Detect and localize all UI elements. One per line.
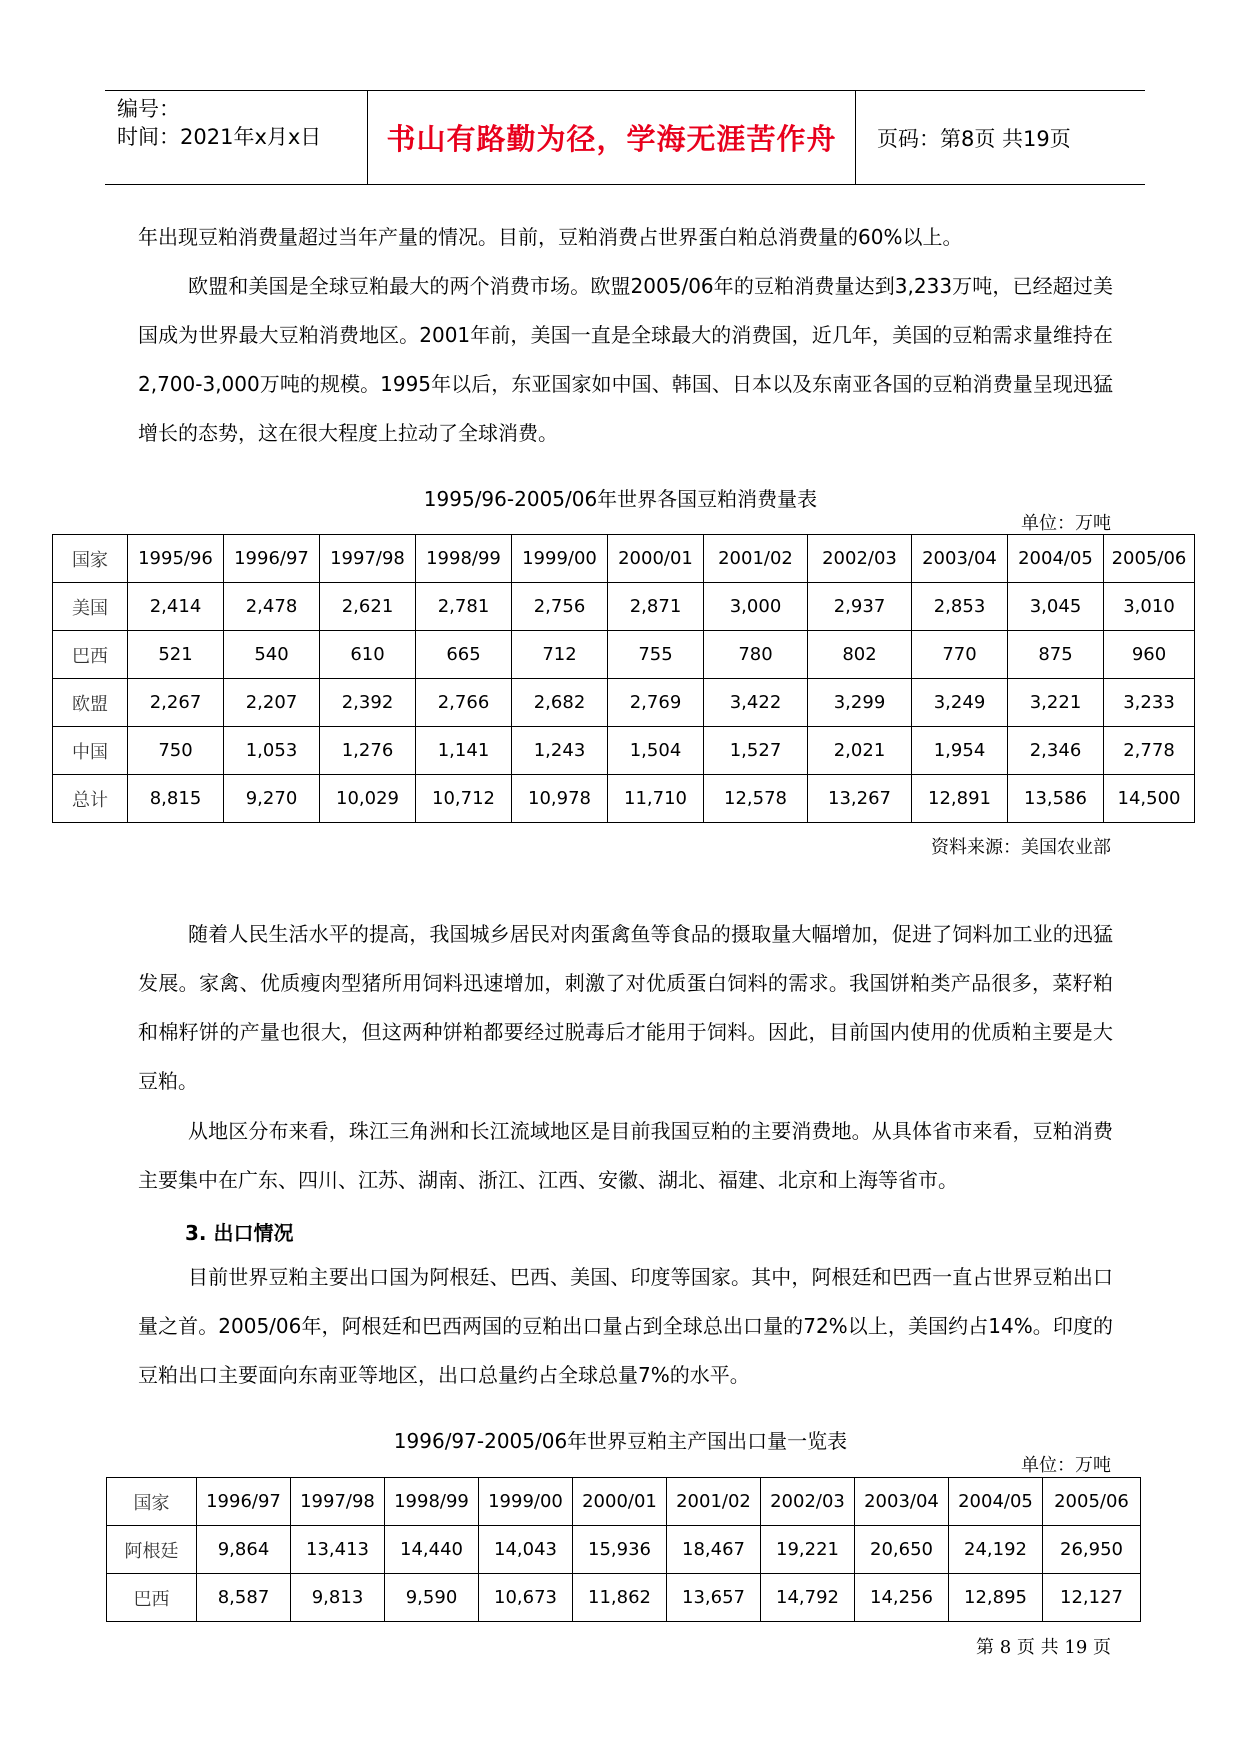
table-cell: 2,682: [512, 679, 608, 727]
table-cell: 10,029: [320, 775, 416, 823]
table-cell: 770: [912, 631, 1008, 679]
table-header-cell: 1998/99: [416, 535, 512, 583]
paragraph-4: 从地区分布来看，珠江三角洲和长江流域地区是目前我国豆粕的主要消费地。从具体省市来看，豆粕消费主要集中在广东、四川、江苏、湖南、浙江、江西、安徽、湖北、福建、北京和上海等省市。: [138, 1119, 1113, 1192]
table-cell: 20,650: [855, 1526, 949, 1574]
table-header-cell: 1996/97: [197, 1478, 291, 1526]
table-row-label: 欧盟: [53, 679, 128, 727]
table-row: [107, 1526, 1141, 1574]
page-footer: 第 8 页 共 19 页: [976, 1637, 1111, 1658]
table-cell: 13,657: [667, 1574, 761, 1622]
table-cell: 10,673: [479, 1574, 573, 1622]
table-cell: 802: [808, 631, 912, 679]
table-row-label: 中国: [53, 727, 128, 775]
table-row: [53, 679, 1195, 727]
table-row-label: 总计: [53, 775, 128, 823]
table-cell: 1,504: [608, 727, 704, 775]
table-header-cell: 2004/05: [949, 1478, 1043, 1526]
table-cell: 19,221: [761, 1526, 855, 1574]
table-cell: 3,299: [808, 679, 912, 727]
table-cell: 521: [128, 631, 224, 679]
table-cell: 11,862: [573, 1574, 667, 1622]
table-row-label: 巴西: [53, 631, 128, 679]
table-cell: 9,270: [224, 775, 320, 823]
table-cell: 3,010: [1104, 583, 1195, 631]
table-header-cell: 2005/06: [1104, 535, 1195, 583]
table-cell: 3,233: [1104, 679, 1195, 727]
table-cell: 2,392: [320, 679, 416, 727]
paragraph-5: 目前世界豆粕主要出口国为阿根廷、巴西、美国、印度等国家。其中，阿根廷和巴西一直占世界豆粕出口量之首。2005/06年，阿根廷和巴西两国的豆粕出口量占到全球总出口量的72%以上，美国约占14%。印度的豆粕出口主要面向东南亚等地区，出口总量约占全球总量7%的水平。: [138, 1265, 1113, 1387]
table-cell: 2,937: [808, 583, 912, 631]
table-header-cell: 国家: [107, 1478, 197, 1526]
table-cell: 8,587: [197, 1574, 291, 1622]
table-row: [53, 583, 1195, 631]
paragraph-1: 年出现豆粕消费量超过当年产量的情况。目前，豆粕消费占世界蛋白粕总消费量的60%以上。: [138, 225, 963, 249]
table-cell: 2,267: [128, 679, 224, 727]
table-header-cell: 2002/03: [761, 1478, 855, 1526]
table-row-label: 美国: [53, 583, 128, 631]
table-cell: 2,021: [808, 727, 912, 775]
document-number-label: 编号：: [117, 97, 180, 121]
table-header-cell: 1996/97: [224, 535, 320, 583]
table-cell: 14,043: [479, 1526, 573, 1574]
table-cell: 755: [608, 631, 704, 679]
table-header-cell: 2001/02: [704, 535, 808, 583]
table-cell: 12,578: [704, 775, 808, 823]
table-row-label: 阿根廷: [107, 1526, 197, 1574]
table-cell: 2,781: [416, 583, 512, 631]
table-cell: 13,586: [1008, 775, 1104, 823]
table2-caption: 1996/97-2005/06年世界豆粕主产国出口量一览表: [393, 1429, 848, 1453]
table-row: [53, 727, 1195, 775]
table-cell: 2,778: [1104, 727, 1195, 775]
table-cell: 12,127: [1043, 1574, 1141, 1622]
table-header-cell: 2001/02: [667, 1478, 761, 1526]
table-row: [53, 631, 1195, 679]
table-cell: 24,192: [949, 1526, 1043, 1574]
table-cell: 13,267: [808, 775, 912, 823]
table-header-cell: 2003/04: [855, 1478, 949, 1526]
table-header-cell: 1997/98: [320, 535, 416, 583]
table-cell: 3,045: [1008, 583, 1104, 631]
table-cell: 2,414: [128, 583, 224, 631]
table-header-cell: 2005/06: [1043, 1478, 1141, 1526]
table-header-cell: 国家: [53, 535, 128, 583]
table-header-cell: 2003/04: [912, 535, 1008, 583]
header-motto-cell: [368, 91, 856, 184]
table-cell: 9,590: [385, 1574, 479, 1622]
table-cell: 3,422: [704, 679, 808, 727]
table-cell: 712: [512, 631, 608, 679]
table2-unit: 单位：万吨: [1021, 1455, 1111, 1476]
paragraph-2: 欧盟和美国是全球豆粕最大的两个消费市场。欧盟2005/06年的豆粕消费量达到3,233万吨，已经超过美国成为世界最大豆粕消费地区。2001年前，美国一直是全球最大的消费国，近几年，美国的豆粕需求量维持在2,700-3,000万吨的规模。1995年以后，东亚国家如中国、韩国、日本以及东南亚各国的豆粕消费量呈现迅猛增长的态势，这在很大程度上拉动了全球消费。: [138, 274, 1113, 445]
table-cell: 10,712: [416, 775, 512, 823]
table-cell: 13,413: [291, 1526, 385, 1574]
table-cell: 18,467: [667, 1526, 761, 1574]
table1-unit: 单位：万吨: [1021, 513, 1111, 534]
table-cell: 750: [128, 727, 224, 775]
table-cell: 1,276: [320, 727, 416, 775]
section-heading-export: 3. 出口情况: [185, 1221, 294, 1245]
table-cell: 2,769: [608, 679, 704, 727]
table-cell: 2,871: [608, 583, 704, 631]
paragraph-3: 随着人民生活水平的提高，我国城乡居民对肉蛋禽鱼等食品的摄取量大幅增加，促进了饲料加工业的迅猛发展。家禽、优质瘦肉型猪所用饲料迅速增加，刺激了对优质蛋白饲料的需求。我国饼粕类产品很多，菜籽粕和棉籽饼的产量也很大，但这两种饼粕都要经过脱毒后才能用于饲料。因此，目前国内使用的优质粕主要是大豆粕。: [138, 922, 1113, 1093]
header-motto: 书山有路勤为径，学海无涯苦作舟: [386, 122, 837, 156]
table-header-row: [53, 535, 1195, 583]
table1-caption: 1995/96-2005/06年世界各国豆粕消费量表: [423, 487, 818, 511]
table-cell: 2,621: [320, 583, 416, 631]
table-cell: 540: [224, 631, 320, 679]
table-cell: 960: [1104, 631, 1195, 679]
table-cell: 11,710: [608, 775, 704, 823]
table-header-cell: 1995/96: [128, 535, 224, 583]
table-cell: 15,936: [573, 1526, 667, 1574]
table-header-cell: 2000/01: [608, 535, 704, 583]
table-cell: 2,853: [912, 583, 1008, 631]
table-cell: 1,053: [224, 727, 320, 775]
table-cell: 2,766: [416, 679, 512, 727]
table-cell: 3,000: [704, 583, 808, 631]
table-cell: 10,978: [512, 775, 608, 823]
table-cell: 26,950: [1043, 1526, 1141, 1574]
table-row-label: 巴西: [107, 1574, 197, 1622]
table-cell: 3,249: [912, 679, 1008, 727]
header-meta-cell: [105, 91, 368, 184]
table-cell: 2,346: [1008, 727, 1104, 775]
table-cell: 14,500: [1104, 775, 1195, 823]
table-cell: 1,954: [912, 727, 1008, 775]
table-cell: 8,815: [128, 775, 224, 823]
table-header-cell: 1998/99: [385, 1478, 479, 1526]
table-cell: 875: [1008, 631, 1104, 679]
table-cell: 1,141: [416, 727, 512, 775]
table-cell: 780: [704, 631, 808, 679]
table-cell: 610: [320, 631, 416, 679]
header-page-code: 页码：第8页 共19页: [877, 126, 1071, 151]
table-cell: 9,813: [291, 1574, 385, 1622]
table-cell: 2,478: [224, 583, 320, 631]
table-cell: 9,864: [197, 1526, 291, 1574]
table-header-row: [107, 1478, 1141, 1526]
table-cell: 665: [416, 631, 512, 679]
table-cell: 1,243: [512, 727, 608, 775]
table-header-cell: 2002/03: [808, 535, 912, 583]
table-header-cell: 1997/98: [291, 1478, 385, 1526]
document-time-label: 时间：2021年x月x日: [117, 125, 322, 149]
page-header: [105, 90, 1145, 185]
table1-source: 资料来源：美国农业部: [931, 837, 1111, 858]
table-cell: 12,891: [912, 775, 1008, 823]
table-cell: 1,527: [704, 727, 808, 775]
table-header-cell: 1999/00: [512, 535, 608, 583]
table-cell: 3,221: [1008, 679, 1104, 727]
table-row: [53, 775, 1195, 823]
table-cell: 14,792: [761, 1574, 855, 1622]
table-cell: 2,756: [512, 583, 608, 631]
table-header-cell: 1999/00: [479, 1478, 573, 1526]
header-page-cell: [857, 91, 1145, 184]
table-header-cell: 2000/01: [573, 1478, 667, 1526]
export-table: [106, 1477, 1141, 1622]
table-header-cell: 2004/05: [1008, 535, 1104, 583]
table-cell: 14,440: [385, 1526, 479, 1574]
table-cell: 14,256: [855, 1574, 949, 1622]
table-cell: 2,207: [224, 679, 320, 727]
table-row: [107, 1574, 1141, 1622]
consumption-table: [52, 534, 1195, 823]
table-cell: 12,895: [949, 1574, 1043, 1622]
